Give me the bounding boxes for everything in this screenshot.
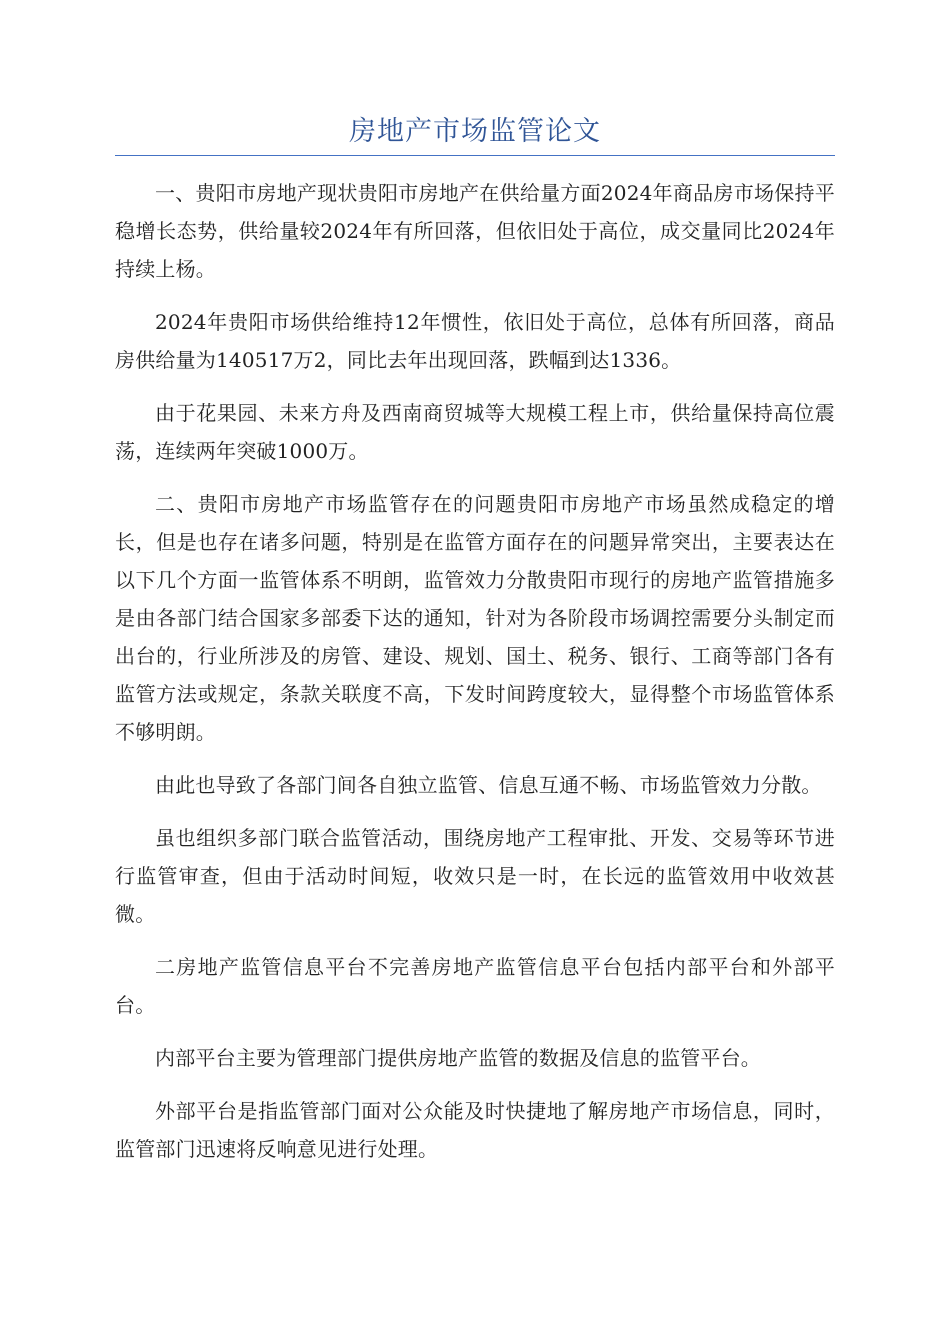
- paragraph-7: 二房地产监管信息平台不完善房地产监管信息平台包括内部平台和外部平台。: [115, 955, 835, 1017]
- paragraph-2: 2024年贵阳市场供给维持12年惯性，依旧处于高位，总体有所回落，商品房供给量为140517万2，同比去年出现回落，跌幅到达1336。: [115, 310, 835, 372]
- document-title: 房地产市场监管论文: [349, 116, 601, 147]
- paragraph-5: 由此也导致了各部门间各自独立监管、信息互通不畅、市场监管效力分散。: [155, 773, 822, 797]
- paragraph-1: 一、贵阳市房地产现状贵阳市房地产在供给量方面2024年商品房市场保持平稳增长态势，供给量较2024年有所回落，但依旧处于高位，成交量同比2024年持续上杨。: [115, 181, 835, 281]
- paragraph-6: 虽也组织多部门联合监管活动，围绕房地产工程审批、开发、交易等环节进行监管审查，但由于活动时间短，收效只是一时，在长远的监管效用中收效甚微。: [115, 826, 835, 926]
- paragraph-9: 外部平台是指监管部门面对公众能及时快捷地了解房地产市场信息，同时，监管部门迅速将反响意见进行处理。: [115, 1099, 835, 1161]
- paragraph-8: 内部平台主要为管理部门提供房地产监管的数据及信息的监管平台。: [155, 1046, 761, 1070]
- paragraph-3: 由于花果园、未来方舟及西南商贸城等大规模工程上市，供给量保持高位震荡，连续两年突破1000万。: [115, 401, 835, 463]
- paragraph-4: 二、贵阳市房地产市场监管存在的问题贵阳市房地产市场虽然成稳定的增长，但是也存在诸多问题，特别是在监管方面存在的问题异常突出，主要表达在以下几个方面一监管体系不明朗，监管效力分散贵阳市现行的房地产监管措施多是由各部门结合国家多部委下达的通知，针对为各阶段市场调控需要分头制定而出台的，行业所涉及的房管、建设、规划、国土、税务、银行、工商等部门各有监管方法或规定，条款关联度不高，下发时间跨度较大，显得整个市场监管体系不够明朗。: [115, 492, 835, 744]
- document-body: [115, 174, 835, 1183]
- title-underline: [115, 155, 835, 156]
